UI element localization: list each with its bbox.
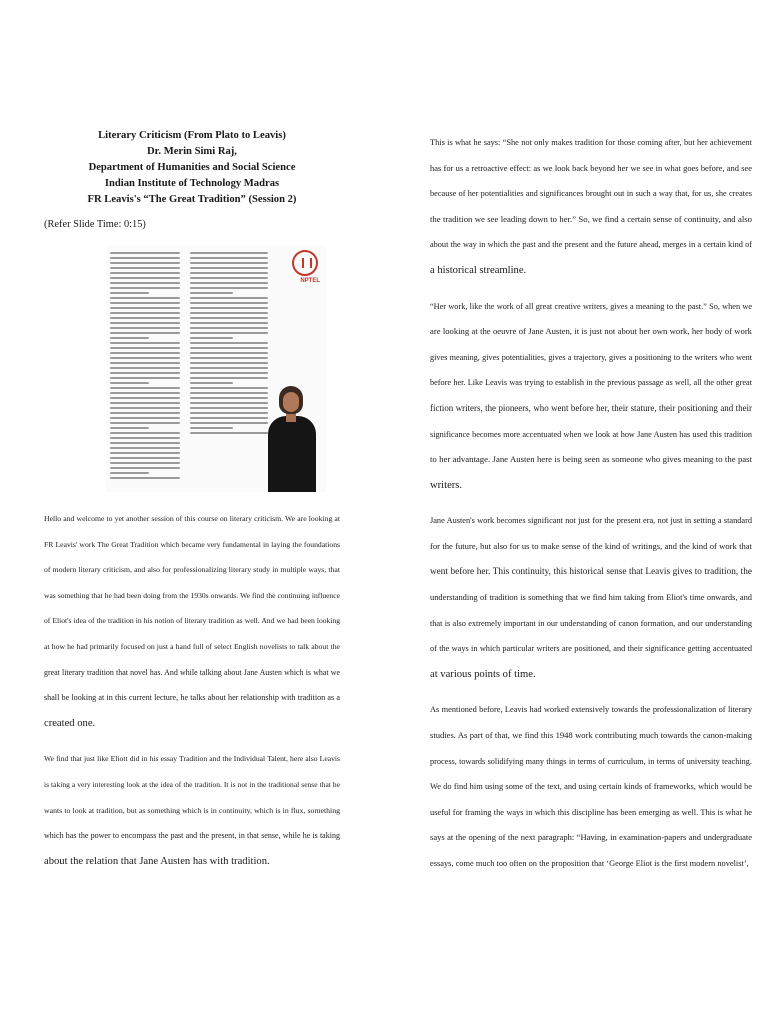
slide-text-line xyxy=(110,252,180,254)
slide-text-line xyxy=(190,417,268,419)
nptel-logo-text: NPTEL xyxy=(300,278,320,284)
text-line: essays, come much too often on the proposition that ‘George Eliot is the first modern novelist’, xyxy=(430,859,749,869)
slide-text-line xyxy=(110,287,180,289)
text-line: We find that just like Eliott did in his essay Tradition and the Individual Talent, here also Leavis xyxy=(44,754,340,764)
slide-text-line xyxy=(110,292,149,294)
slide-text-line xyxy=(110,327,180,329)
slide-text-line xyxy=(190,427,233,429)
slide-text-block-right xyxy=(190,252,268,437)
body-paragraph xyxy=(430,130,752,284)
slide-text-line xyxy=(190,432,268,434)
slide-text-line xyxy=(190,252,268,254)
slide-text-line xyxy=(110,427,149,429)
slide-text-line xyxy=(110,412,180,414)
text-line: FR Leavis' work The Great Tradition which became very fundamental in laying the foundations xyxy=(44,539,340,549)
text-line: This is what he says: “She not only makes tradition for those coming after, but her achievement xyxy=(430,138,752,147)
body-paragraph xyxy=(44,506,340,736)
text-line: We do find him using some of the text, and using certain kinds of frameworks, which would be xyxy=(430,782,752,792)
slide-text-line xyxy=(190,292,233,294)
text-line: Hello and welcome to yet another session of this course on literary criticism. We are looking at xyxy=(44,514,340,523)
slide-text-line xyxy=(190,392,268,394)
text-line: of Eliot's idea of the tradition in his notion of literary tradition as well. And we had been looking xyxy=(44,616,340,626)
text-line: created one. xyxy=(44,717,96,729)
text-line: a historical streamline. xyxy=(430,264,527,276)
refer-slide-time: (Refer Slide Time: 0:15) xyxy=(44,219,146,230)
slide-text-line xyxy=(190,377,268,379)
slide-text-line xyxy=(190,327,268,329)
slide-text-line xyxy=(110,302,180,304)
text-line: before her. Like Leavis was trying to establish in the previous passage as well, all the other great xyxy=(430,378,752,388)
slide-text-line xyxy=(110,442,180,444)
slide-text-line xyxy=(190,267,268,269)
slide-text-line xyxy=(190,362,268,364)
slide-text-line xyxy=(190,382,233,384)
slide-text-block-left xyxy=(110,252,180,482)
slide-text-line xyxy=(190,317,268,319)
slide-text-line xyxy=(110,307,180,309)
slide-text-line xyxy=(190,372,268,374)
slide-text-line xyxy=(190,287,268,289)
slide-text-line xyxy=(110,317,180,319)
slide-text-line xyxy=(190,277,268,279)
text-line: for the future, but also for us to make sense of the kind of writings, and the kind of work that xyxy=(430,540,752,551)
slide-text-line xyxy=(110,262,180,264)
slide-text-line xyxy=(190,297,268,299)
text-line: about the way in which the past and the present and the future ahead, merges in a certain kind of xyxy=(430,240,752,250)
left-column xyxy=(44,128,340,874)
slide-text-line xyxy=(110,257,180,259)
slide-text-line xyxy=(110,337,149,339)
slide-text-line xyxy=(110,342,180,344)
text-line: the tradition we see leading down to her.” So, we find a certain sense of continuity, and also xyxy=(430,213,752,224)
text-line: that is also extremely important in our understanding of canon formation, and our understanding xyxy=(430,618,752,628)
text-line: because of her potentialities and significances brought out in such a way that, for us, she creates xyxy=(430,189,752,199)
slide-text-line xyxy=(110,407,180,409)
slide-text-line xyxy=(190,402,268,404)
text-line: studies. As part of that, we find this 1948 work contributing much towards the canon-making xyxy=(430,730,752,741)
slide-text-line xyxy=(110,282,180,284)
slide-text-line xyxy=(110,462,180,464)
department-name: Department of Humanities and Social Science xyxy=(88,162,296,173)
right-paragraphs xyxy=(430,130,752,877)
text-line: at various points of time. xyxy=(430,668,536,680)
text-line: significance becomes more accentuated when we look at how Jane Austen has used this tradition xyxy=(430,429,752,439)
lecture-header xyxy=(44,128,340,208)
slide-text-line xyxy=(110,472,149,474)
slide-text-line xyxy=(190,312,268,314)
slide-text-line xyxy=(110,467,180,469)
slide-text-line xyxy=(110,447,180,449)
slide-text-line xyxy=(110,372,180,374)
slide-text-line xyxy=(190,357,268,359)
body-paragraph xyxy=(430,697,752,876)
text-line: gives meaning, gives potentialities, gives a trajectory, gives a positioning to the writers who went xyxy=(430,352,752,362)
slide-text-line xyxy=(110,322,180,324)
lecture-slide-image xyxy=(106,246,326,492)
text-line: writers. xyxy=(430,479,463,491)
text-line: to her advantage. Jane Austen here is being seen as someone who gives meaning to the past xyxy=(430,454,752,465)
body-paragraph xyxy=(44,746,340,874)
slide-text-line xyxy=(110,422,180,424)
text-line: about the relation that Jane Austen has with tradition. xyxy=(44,855,270,867)
text-line: shall be looking at in this current lecture, he talks about her relationship with tradition as a xyxy=(44,693,340,703)
slide-text-line xyxy=(110,402,180,404)
slide-text-line xyxy=(190,262,268,264)
slide-text-line xyxy=(190,352,268,354)
text-line: of modern literary criticism, and also for professionalizing literary study in multiple ways, that xyxy=(44,565,340,575)
slide-text-line xyxy=(110,332,180,334)
slide-text-line xyxy=(190,347,268,349)
slide-text-line xyxy=(190,412,268,414)
slide-text-line xyxy=(110,362,180,364)
slide-text-line xyxy=(110,397,180,399)
session-title: FR Leavis's “The Great Tradition” (Session 2) xyxy=(87,194,297,205)
left-paragraphs xyxy=(44,506,340,874)
slide-text-line xyxy=(110,437,180,439)
slide-text-line xyxy=(110,477,180,479)
body-paragraph xyxy=(430,294,752,499)
slide-text-line xyxy=(190,407,268,409)
slide-text-line xyxy=(190,332,268,334)
slide-text-line xyxy=(190,367,268,369)
text-line: Jane Austen's work becomes significant not just for the present era, not just in setting a standard xyxy=(430,516,752,526)
slide-text-line xyxy=(110,457,180,459)
institute-name: Indian Institute of Technology Madras xyxy=(104,178,280,189)
lecturer-name: Dr. Merin Simi Raj, xyxy=(147,146,237,157)
slide-text-line xyxy=(110,297,180,299)
slide-text-line xyxy=(190,307,268,309)
slide-text-line xyxy=(110,367,180,369)
slide-text-line xyxy=(110,277,180,279)
slide-text-line xyxy=(110,312,180,314)
slide-text-line xyxy=(110,267,180,269)
presenter-image xyxy=(266,380,318,492)
slide-text-line xyxy=(110,347,180,349)
text-line: says at the opening of the next paragraph: “Having, in examination-papers and undergraduate xyxy=(430,832,752,843)
slide-text-line xyxy=(190,272,268,274)
slide-text-line xyxy=(110,387,180,389)
text-line: process, towards solidifying many things in terms of curriculum, in terms of university teaching. xyxy=(430,756,752,766)
slide-text-line xyxy=(190,422,268,424)
slide-text-line xyxy=(110,432,180,434)
slide-text-line xyxy=(110,272,180,274)
body-paragraph xyxy=(430,508,752,687)
slide-text-line xyxy=(110,352,180,354)
slide-text-line xyxy=(190,342,268,344)
text-line: are looking at the oeuvre of Jane Austen, it is just not about her own work, her body of work xyxy=(430,326,752,337)
text-line: at how he had primarily focused on just a hand full of select English novelists to talk about the xyxy=(44,641,340,651)
text-line: understanding of tradition is something that we find him taking from Eliot's time onwards, and xyxy=(430,592,752,603)
slide-text-line xyxy=(110,417,180,419)
slide-text-line xyxy=(190,322,268,324)
slide-text-line xyxy=(110,357,180,359)
course-title: Literary Criticism (From Plato to Leavis) xyxy=(98,130,286,141)
slide-text-line xyxy=(190,397,268,399)
slide-text-line xyxy=(190,257,268,259)
nptel-logo-icon xyxy=(292,250,318,276)
text-line: As mentioned before, Leavis had worked extensively towards the professionalization of literary xyxy=(430,705,752,715)
slide-text-line xyxy=(110,392,180,394)
slide-text-line xyxy=(110,377,180,379)
slide-text-line xyxy=(190,337,233,339)
text-line: was something that he had been doing from the 1930s onwards. We find the continuing influence xyxy=(44,590,340,600)
slide-text-line xyxy=(190,387,268,389)
slide-text-line xyxy=(110,452,180,454)
text-line: went before her. This continuity, this historical sense that Leavis gives to tradition, the xyxy=(430,566,752,577)
text-line: “Her work, like the work of all great creative writers, gives a meaning to the past.” So, when we xyxy=(430,301,752,311)
text-line: great literary tradition that novel has. And while talking about Jane Austen which is what we xyxy=(44,667,340,677)
text-line: useful for framing the ways in which this discipline has been emerging as well. This is what he xyxy=(430,807,752,817)
text-line: has for us a retroactive effect: as we look back beyond her we see in what goes before, and see xyxy=(430,162,752,173)
text-line: wants to look at tradition, but as something which is in continuity, which is in flux, something xyxy=(44,805,340,815)
right-column xyxy=(430,130,752,877)
text-line: which has the power to encompass the past and the present, in that sense, while he is taking xyxy=(44,831,340,841)
slide-text-line xyxy=(190,282,268,284)
text-line: is taking a very interesting look at the idea of the tradition. It is not in the traditional sense that he xyxy=(44,779,340,789)
slide-text-line xyxy=(190,302,268,304)
text-line: of the ways in which particular writers are positioned, and their significance getting accentuated xyxy=(430,644,752,654)
slide-text-line xyxy=(110,382,149,384)
text-line: fiction writers, the pioneers, who went before her, their stature, their positioning and their xyxy=(430,402,752,413)
